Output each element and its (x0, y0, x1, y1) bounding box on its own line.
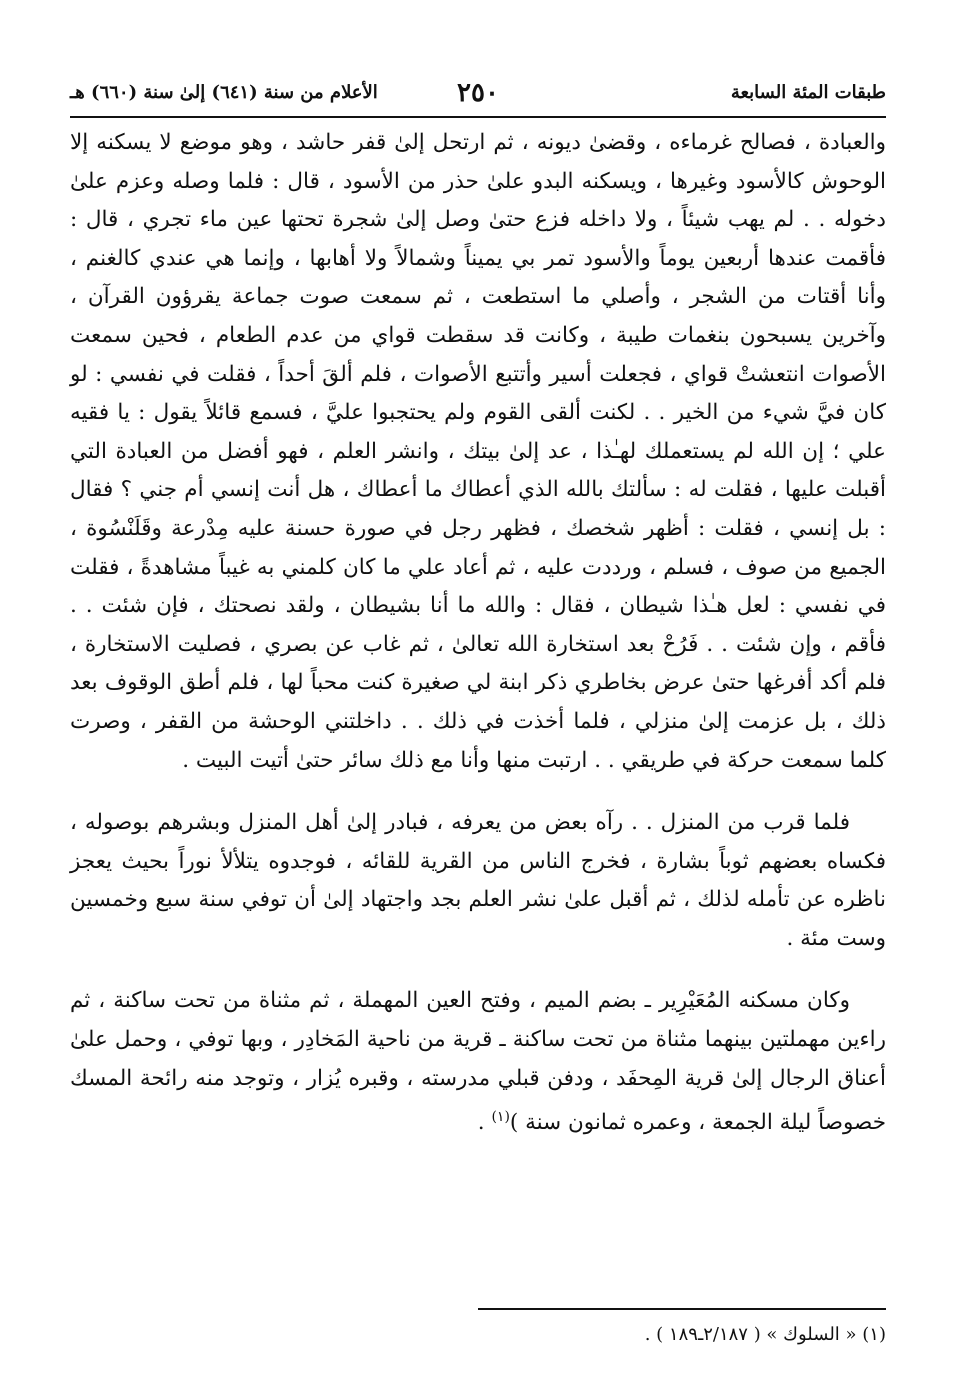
header-chapter-title: الأعلام من سنة (٦٤١) إلىٰ سنة (٦٦٠) هـ (70, 82, 378, 103)
paragraph-1: والعبادة ، فصالح غرماءه ، وقضىٰ ديونه ، ثم ارتحل إلىٰ قفر حاشد ، وهو موضع لا يسكنه إلا الوحوش كالأسود وغيرها ، ويسكنه البدو علىٰ حذر من الأسود ، قال : فلما وصله وعزم علىٰ دخوله . . لم يهب شيئاً ، ولا داخله فزع حتىٰ وصل إلىٰ شجرة تحتها عين ماء تجري ، قال : فأقمت عندها أربعين يوماً والأسود تمر بي يميناً وشمالاً ولا أهابها ، وإنما هي عندي كالغنم ، وأنا أقتات من الشجر ، وأصلي ما استطعت ، ثم سمعت صوت جماعة يقرؤون القرآن ، وآخرين يسبحون بنغمات طيبة ، وكانت قد سقطت قواي من عدم الطعام ، فحين سمعت الأصوات انتعشتْ قواي ، فجعلت أسير وأتتبع الأصوات ، فلم ألقَ أحداً ، فقلت في نفسي : لو كان فيَّ شيء من الخير . . لكنت ألقى القوم ولم يحتجبوا عليَّ ، فسمع قائلاً يقول : يا فقيه علي ؛ إن الله لم يستعملك لهـٰذا ، عد إلىٰ بيتك ، وانشر العلم ، فهو أفضل من العبادة التي أقبلت عليها ، فقلت له : سألتك بالله الذي أعطاك ما أعطاك ، هل أنت إنسي أم جني ؟ فقال : بل إنسي ، فقلت : أظهر شخصك ، فظهر رجل في صورة حسنة عليه مِدْرعة وقَلَنْسُوة ، الجميع من صوف ، فسلم ، ورددت عليه ، ثم أعاد علي ما كان كلمني به غيباً مشاهدةً ، فقلت في نفسي : لعل هـٰذا شيطان ، فقال : والله ما أنا بشيطان ، ولقد نصحتك ، فإن شئت . . فأقم ، وإن شئت . . فَرُحْ بعد استخارة الله تعالىٰ ، ثم غاب عن بصري ، فصليت الاستخارة ، فلم أكد أفرغها حتىٰ عرض بخاطري ذكر ابنة لي صغيرة كنت محباً لها ، فلم أطق الوقوف بعد ذلك ، بل عزمت إلىٰ منزلي ، فلما أخذت في ذلك . . داخلتني الوحشة من القفر ، وصرت كلما سمعت حركة في طريقي . . ارتبت منها وأنا مع ذلك سائر حتىٰ أتيت البيت . (70, 130, 886, 773)
footnote-divider (478, 1308, 886, 1310)
paragraph-3: وكان مسكنه المُعَيْرِير ـ بضم الميم ، وفتح العين المهملة ، ثم مثناة من تحت ساكنة ، ثم راءين مهملتين بينهما مثناة من تحت ساكنة ـ قرية من ناحية المَخادِر ، وبها توفي ، وحمل علىٰ أعناق الرجال إلىٰ قرية المِحفَد ، ودفن قبلي مدرسته ، وقبره يُزار ، وتوجد منه رائحة المسك خصوصاً ليلة الجمعة ، وعمره ثمانون سنة )$^{(١)}$ . (70, 988, 886, 1136)
header-book-title: طبقات المئة السابعة (730, 82, 886, 103)
main-text (70, 124, 886, 1143)
page-number: ٢٥٠ (457, 78, 499, 108)
running-header (70, 78, 886, 110)
paragraph-2: فلما قرب من المنزل . . رآه بعض من يعرفه ، فبادر إلىٰ أهل المنزل وبشرهم بوصوله ، فكساه بعضهم ثوباً بشارة ، فخرج الناس من القرية للقائه ، فوجدوه يتلألأ نوراً بحيث يعجز ناظره عن تأمله لذلك ، ثم أقبل علىٰ نشر العلم بجد واجتهاد إلىٰ أن توفي سنة سبع وخمسين وست مئة . (70, 810, 886, 951)
header-divider (70, 116, 886, 118)
footnote: (١) « السلوك » ( ٢/١٨٧ـ١٨٩ ) . (644, 1324, 886, 1345)
footnote-marker: (١) (491, 1109, 510, 1126)
paragraph-3-text: وكان مسكنه المُعَيْرِير ـ بضم الميم ، وفتح العين المهملة ، ثم مثناة من تحت ساكنة ، ثم راءين مهملتين بينهما مثناة من تحت ساكنة ـ قرية من ناحية المَخادِر ، وبها توفي ، وحمل علىٰ أعناق الرجال إلىٰ قرية المِحفَد ، ودفن قبلي مدرسته ، وقبره يُزار ، وتوجد منه رائحة المسك خصوصاً ليلة الجمعة ، وعمره ثمانون سنة ) (70, 988, 886, 1136)
